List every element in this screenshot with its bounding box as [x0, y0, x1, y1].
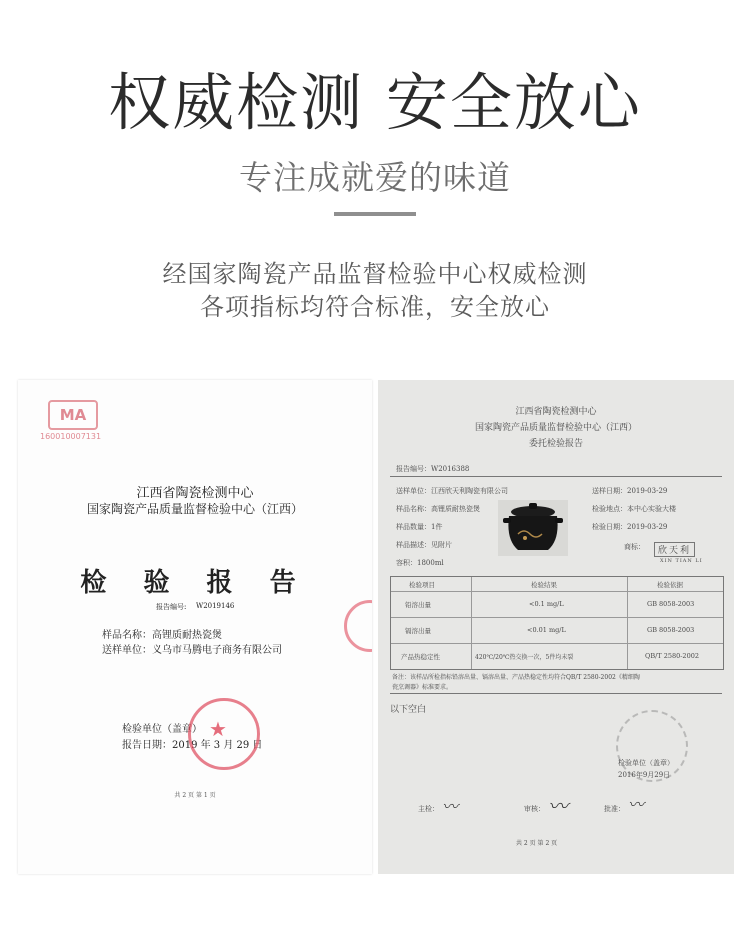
note-line: 瓷烹调器》标准要求。	[392, 684, 453, 691]
receive-date: 送样日期：2019-03-29	[592, 487, 668, 495]
table-cell: 产品热稳定性	[401, 653, 440, 661]
org-name: 江西省陶瓷检测中心	[515, 407, 597, 417]
org-name-secondary: 国家陶瓷产品质量监督检验中心（江西）	[86, 502, 303, 516]
org-name: 江西省陶瓷检测中心	[136, 486, 254, 501]
stamp-star-icon: ★	[209, 717, 227, 741]
stamp-label: 检验单位（盖章）	[618, 759, 674, 767]
stamp-date: 2016年9月29日	[618, 771, 671, 779]
test-date: 检验日期：2019-03-29	[592, 523, 668, 531]
results-table	[390, 576, 724, 670]
table-cell: 铅溶出量	[405, 601, 431, 609]
table-row-divider	[391, 617, 723, 618]
signature-inspector: 〰	[442, 797, 459, 816]
table-cell: GB 8058-2003	[647, 600, 695, 608]
cma-code: 160010007131	[40, 432, 102, 441]
table-cell: GB 8058-2003	[647, 626, 695, 634]
table-cell: 420℃/20℃热交换一次，5件均未裂	[475, 654, 574, 661]
volume: 容积：1800ml	[396, 559, 444, 567]
table-header: 检验结果	[531, 581, 557, 589]
table-row-divider	[391, 643, 723, 644]
signature-approver: 〰	[628, 795, 645, 814]
brand-logo-en: XIN TIAN LI	[660, 558, 703, 564]
sign-label-reviewer: 审核：	[524, 805, 545, 813]
table-cell: <0.1 mg/L	[529, 600, 564, 608]
table-header: 检验依据	[657, 581, 683, 589]
note-line: 备注：该样品所检指标铅溶出量、镉溶出量、产品热稳定性均符合QB/T 2580-2002《精细陶	[392, 674, 640, 681]
headline: 权威检测 安全放心	[108, 66, 642, 139]
sample-name: 样品名称：高锂质耐热瓷煲	[396, 505, 480, 513]
clay-pot-photo	[498, 500, 568, 556]
report-title: 委托检验报告	[528, 439, 583, 449]
description-line-1: 经国家陶瓷产品监督检验中心权威检测	[162, 260, 588, 288]
table-row-divider	[391, 591, 723, 592]
brand-label: 商标：	[624, 543, 645, 551]
sample-count: 样品数量：1件	[396, 523, 443, 531]
inspector-unit: 检验单位（盖章）	[122, 724, 202, 735]
report-number-label: 报告编号:	[156, 603, 187, 611]
table-col-divider	[627, 577, 628, 669]
description-line-2: 各项指标均符合标准，安全放心	[200, 293, 550, 321]
table-header: 检验项目	[409, 581, 435, 589]
page-footer: 共 2 页 第 1 页	[174, 792, 216, 799]
divider	[334, 212, 416, 216]
report-date: 报告日期：2019 年 3 月 29 日	[122, 740, 263, 751]
report-number: 报告编号：W2016388	[396, 465, 470, 473]
edge-stamp	[344, 600, 372, 652]
rule-line	[390, 476, 722, 477]
sign-label-inspector: 主检：	[418, 805, 439, 813]
sender-unit: 送样单位：江西欣天利陶瓷有限公司	[396, 487, 508, 495]
subline: 专注成就爱的味道	[239, 158, 511, 197]
brand-logo: 欣天利	[654, 542, 695, 557]
sender-unit: 送样单位：义乌市马腾电子商务有限公司	[102, 645, 282, 656]
blank-below: 以下空白	[390, 705, 427, 715]
rule-line	[390, 693, 722, 694]
org-name-secondary: 国家陶瓷产品质量监督检验中心（江西）	[474, 423, 637, 433]
table-cell: <0.01 mg/L	[527, 626, 566, 634]
signature-reviewer: 〰	[548, 794, 568, 818]
sign-label-approver: 批准：	[604, 805, 625, 813]
sample-status: 样品描述：见附片	[396, 541, 452, 549]
table-cell: QB/T 2580-2002	[645, 652, 699, 660]
sample-name: 样品名称：高锂质耐热瓷煲	[102, 630, 222, 641]
table-col-divider	[471, 577, 472, 669]
report-cover-image	[18, 380, 372, 874]
page-footer: 共 2 页 第 2 页	[516, 840, 558, 847]
cma-logo: MA	[48, 400, 98, 430]
report-title: 检 验 报 告	[80, 568, 310, 598]
test-place: 检验地点：本中心实验大楼	[592, 505, 676, 513]
report-number: W2019146	[196, 602, 235, 610]
report-detail-image	[378, 380, 734, 874]
table-cell: 镉溶出量	[405, 627, 431, 635]
